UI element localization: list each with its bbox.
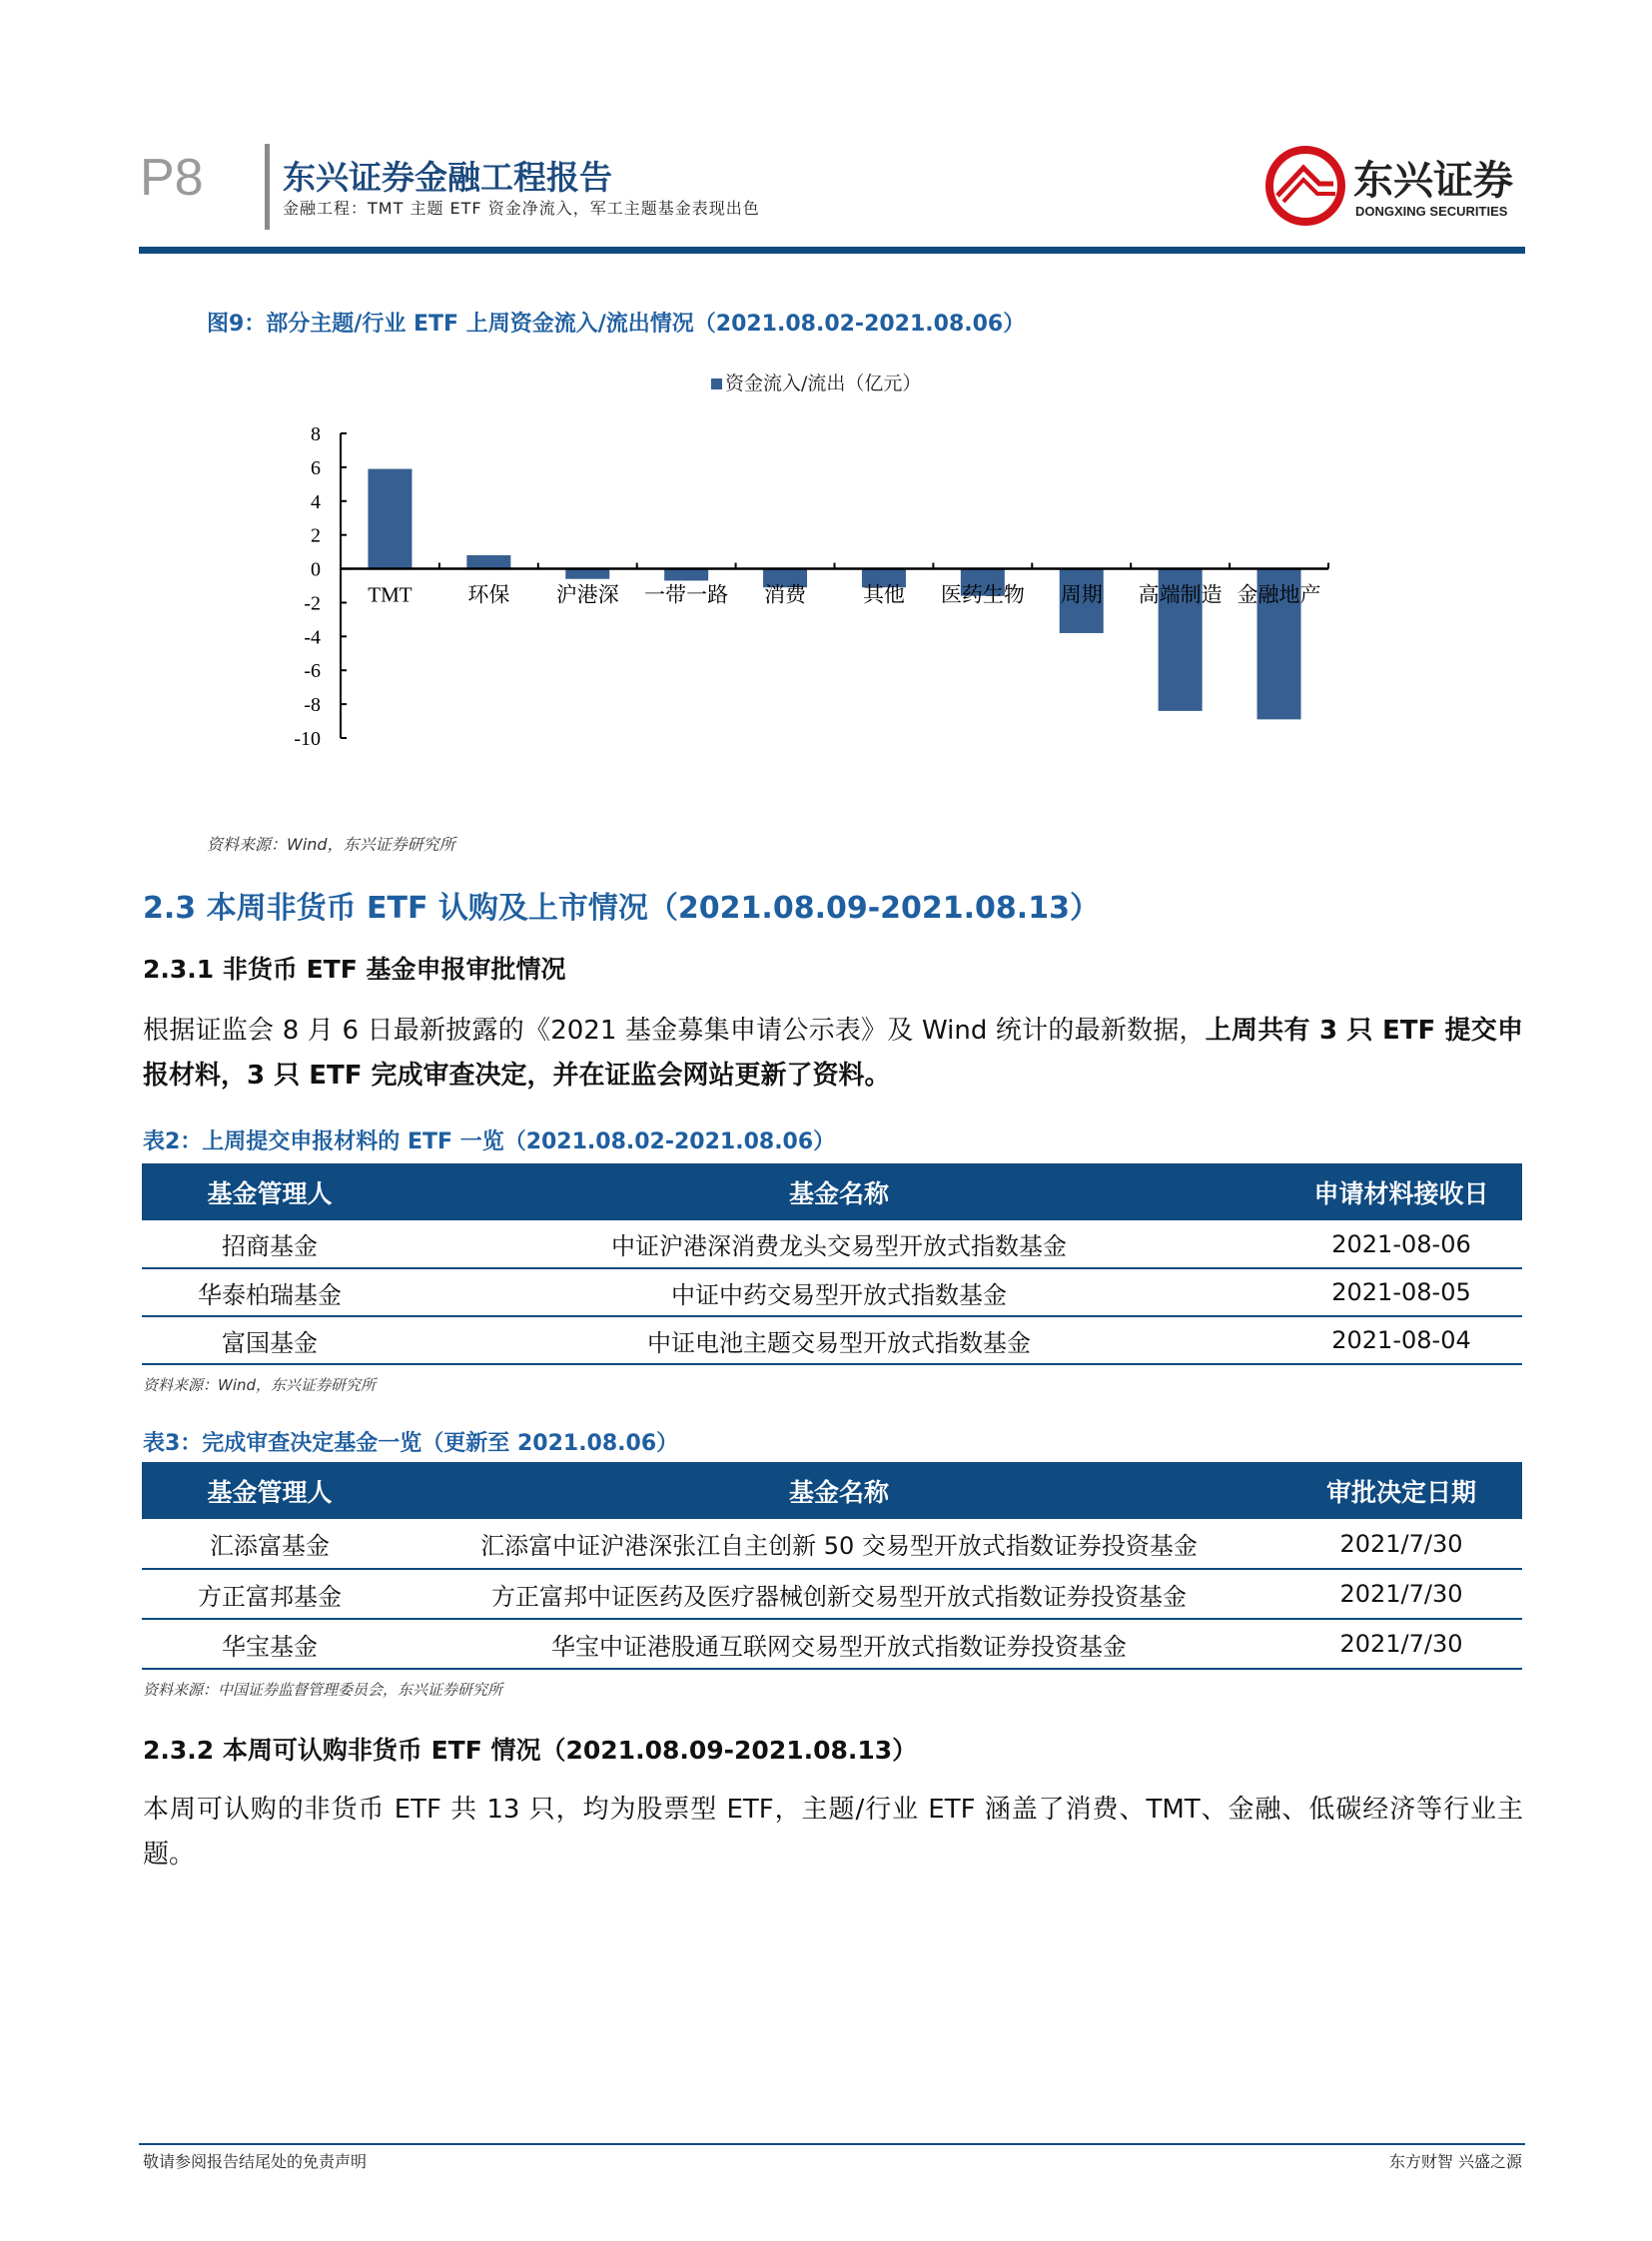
report-subtitle: 金融工程：TMT 主题 ETF 资金净流入，军工主题基金表现出色 — [283, 199, 760, 218]
table-row — [142, 1268, 1522, 1316]
table2-title: 表2：上周提交申报材料的 ETF 一览（2021.08.02-2021.08.06） — [143, 1129, 836, 1154]
y-tick-label: -4 — [304, 626, 321, 649]
y-tick-label: -6 — [304, 660, 321, 683]
footer-slogan: 东方财智 兴盛之源 — [1388, 2152, 1522, 2171]
y-tick-label: 0 — [311, 558, 321, 581]
table-row — [142, 1519, 1522, 1569]
legend-label: 资金流入/流出（亿元） — [725, 373, 922, 394]
bar — [565, 569, 609, 579]
y-tick-label: 6 — [311, 456, 321, 479]
header-divider — [265, 144, 270, 230]
x-tick-label: 一带一路 — [644, 582, 729, 607]
bar-chart — [0, 360, 1652, 779]
x-tick-label: 医药生物 — [940, 582, 1025, 607]
col-header: 审批决定日期 — [1280, 1462, 1522, 1519]
bar — [368, 469, 412, 569]
x-tick-label: 环保 — [467, 582, 510, 607]
subsection-heading-1: 2.3.1 非货币 ETF 基金申报审批情况 — [143, 955, 566, 984]
cell: 中证中药交易型开放式指数基金 — [398, 1268, 1280, 1316]
header-rule — [139, 247, 1525, 254]
cell: 华宝中证港股通互联网交易型开放式指数证券投资基金 — [398, 1619, 1280, 1669]
cell: 汇添富中证沪港深张江自主创新 50 交易型开放式指数证券投资基金 — [398, 1519, 1280, 1569]
cell: 中证电池主题交易型开放式指数基金 — [398, 1316, 1280, 1364]
col-header: 基金名称 — [398, 1163, 1280, 1220]
y-tick-label: 4 — [311, 490, 321, 513]
col-header: 基金管理人 — [142, 1163, 398, 1220]
y-tick-label: -10 — [294, 728, 321, 750]
footer-rule — [139, 2143, 1525, 2145]
cell: 汇添富基金 — [142, 1519, 398, 1569]
cell: 富国基金 — [142, 1316, 398, 1364]
x-tick-label: 其他 — [862, 582, 905, 607]
paragraph-1 — [143, 1009, 1523, 1099]
table2-source: 资料来源：Wind，东兴证券研究所 — [143, 1376, 377, 1394]
report-title: 东兴证券金融工程报告 — [283, 158, 612, 197]
table3-title: 表3：完成审查决定基金一览（更新至 2021.08.06） — [143, 1431, 679, 1456]
cell: 方正富邦基金 — [142, 1569, 398, 1619]
col-header: 基金名称 — [398, 1462, 1280, 1519]
y-tick-label: -8 — [304, 694, 321, 717]
cell: 方正富邦中证医药及医疗器械创新交易型开放式指数证券投资基金 — [398, 1569, 1280, 1619]
bar — [664, 569, 708, 581]
svg-text:东兴证券: 东兴证券 — [1353, 158, 1513, 204]
y-tick-label: 8 — [311, 423, 321, 445]
x-tick-label: 周期 — [1060, 582, 1103, 607]
cell: 2021-08-06 — [1280, 1220, 1522, 1268]
figure-title: 图9：部分主题/行业 ETF 上周资金流入/流出情况（2021.08.02-2021.08.06） — [207, 312, 1026, 337]
table-row — [142, 1316, 1522, 1364]
cell: 招商基金 — [142, 1220, 398, 1268]
table3-source: 资料来源：中国证券监督管理委员会，东兴证券研究所 — [143, 1681, 503, 1699]
cell: 2021/7/30 — [1280, 1519, 1522, 1569]
cell: 华宝基金 — [142, 1619, 398, 1669]
table-row — [142, 1569, 1522, 1619]
x-tick-label: 高端制造 — [1138, 582, 1223, 607]
col-header: 基金管理人 — [142, 1462, 398, 1519]
company-logo — [1263, 144, 1523, 228]
y-tick-label: -2 — [304, 592, 321, 615]
cell: 中证沪港深消费龙头交易型开放式指数基金 — [398, 1220, 1280, 1268]
paragraph-2: 本周可认购的非货币 ETF 共 13 只，均为股票型 ETF，主题/行业 ETF 涵盖了消费、TMT、金融、低碳经济等行业主题。 — [143, 1795, 1523, 1869]
page-number: P8 — [140, 149, 204, 207]
cell: 华泰柏瑞基金 — [142, 1268, 398, 1316]
table-row — [142, 1220, 1522, 1268]
table-row — [142, 1619, 1522, 1669]
x-tick-label: 沪港深 — [555, 582, 619, 607]
x-tick-label: 消费 — [764, 582, 807, 607]
col-header: 申请材料接收日 — [1280, 1163, 1522, 1220]
table2 — [142, 1163, 1522, 1365]
cell: 2021/7/30 — [1280, 1619, 1522, 1669]
subsection-heading-2: 2.3.2 本周可认购非货币 ETF 情况（2021.08.09-2021.08.13） — [143, 1736, 918, 1765]
x-tick-label: TMT — [368, 582, 413, 607]
cell: 2021-08-04 — [1280, 1316, 1522, 1364]
x-tick-label: 金融地产 — [1237, 582, 1321, 607]
section-heading: 2.3 本周非货币 ETF 认购及上市情况（2021.08.09-2021.08.13） — [143, 891, 1100, 926]
svg-text:DONGXING SECURITIES: DONGXING SECURITIES — [1355, 204, 1508, 219]
footer-disclaimer: 敬请参阅报告结尾处的免责声明 — [143, 2152, 368, 2171]
paragraph-1-text: 根据证监会 8 月 6 日最新披露的《2021 基金募集申请公示表》及 Wind 统计的最新数据， — [143, 1016, 1206, 1046]
table3 — [142, 1462, 1522, 1670]
figure-source: 资料来源：Wind，东兴证券研究所 — [207, 835, 455, 854]
cell: 2021-08-05 — [1280, 1268, 1522, 1316]
legend-swatch — [711, 378, 722, 389]
y-tick-label: 2 — [311, 524, 321, 547]
paragraph-1-bold: 上周共有 3 只 ETF 提交申报材料，3 只 ETF 完成审查决定，并在证监会网站更新了资料。 — [143, 1016, 1523, 1091]
bar — [466, 555, 510, 569]
cell: 2021/7/30 — [1280, 1569, 1522, 1619]
